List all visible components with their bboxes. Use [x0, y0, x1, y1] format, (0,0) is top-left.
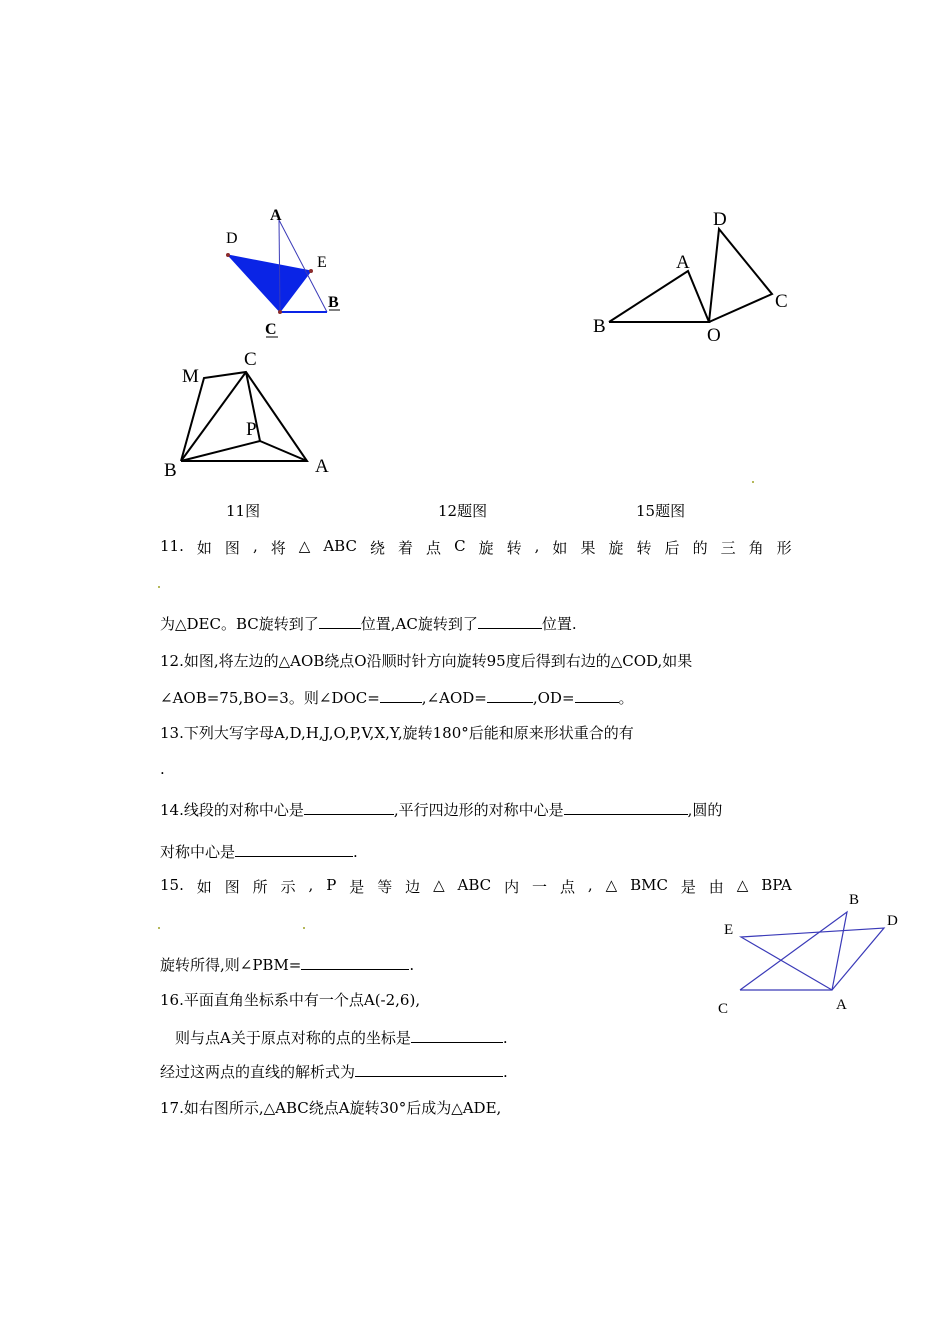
- point-c: [278, 310, 282, 314]
- answer-blank[interactable]: [301, 955, 409, 970]
- question-15-line-1: 15. 如 图 所 示 , P 是 等 边 △ ABC 内 一 点 , △ BMC 是 由 △ BPA: [160, 876, 792, 896]
- figure-12: [585, 200, 795, 350]
- triangle-abc: [740, 912, 847, 990]
- caption-figure-12: 12题图: [438, 502, 488, 520]
- question-12-line-1: 12.如图,将左边的△AOB绕点O沿顺时针方向旋转95度后得到右边的△COD,如果: [160, 652, 693, 670]
- label-b: B: [849, 892, 860, 908]
- answer-blank[interactable]: [304, 800, 394, 815]
- label-c: C: [265, 321, 277, 338]
- label-e: E: [724, 922, 734, 938]
- label-p: P: [246, 419, 257, 440]
- answer-blank[interactable]: [319, 614, 361, 629]
- label-d: D: [226, 230, 238, 247]
- label-b: B: [593, 316, 606, 337]
- label-a: A: [270, 207, 282, 224]
- question-16-line-2: 则与点A关于原点对称的点的坐标是 .: [175, 1029, 508, 1047]
- label-c: C: [718, 1001, 729, 1017]
- stray-dot: [752, 481, 754, 483]
- stray-dot: [158, 586, 160, 588]
- label-a: A: [676, 252, 690, 273]
- triangle-dec-filled: [228, 255, 311, 312]
- label-d: D: [887, 913, 898, 929]
- question-13-line-1: 13.下列大写字母A,D,H,J,O,P,V,X,Y,旋转180°后能和原来形状重合的有: [160, 724, 634, 742]
- label-m: M: [182, 366, 199, 387]
- question-15-line-2: 旋转所得,则∠PBM= .: [160, 956, 415, 974]
- label-o: O: [707, 325, 721, 346]
- question-14-line-2: 对称中心是 .: [160, 843, 358, 861]
- label-b: B: [328, 294, 339, 311]
- answer-blank[interactable]: [478, 614, 542, 629]
- label-a: A: [836, 997, 847, 1013]
- answer-blank[interactable]: [380, 688, 422, 703]
- stray-dot: [158, 927, 160, 929]
- label-c: C: [775, 291, 788, 312]
- label-c: C: [244, 349, 257, 370]
- answer-blank[interactable]: [355, 1062, 503, 1077]
- figure-11: [215, 200, 355, 345]
- question-14-line-1: 14.线段的对称中心是 ,平行四边形的对称中心是 ,圆的: [160, 801, 723, 819]
- question-17-line-1: 17.如右图所示,△ABC绕点A旋转30°后成为△ADE,: [160, 1099, 502, 1117]
- label-b: B: [164, 460, 177, 481]
- caption-figure-11: 11图: [226, 502, 261, 520]
- question-11-line-1: 11. 如 图 , 将 △ ABC 绕 着 点 C 旋 转 , 如 果 旋 转 后 的 三 角 形: [160, 537, 792, 557]
- figure-17: [715, 885, 910, 1015]
- answer-blank[interactable]: [564, 800, 688, 815]
- question-13-line-2: .: [160, 760, 165, 778]
- point-e: [309, 269, 313, 273]
- question-16-line-1: 16.平面直角坐标系中有一个点A(-2,6),: [160, 991, 421, 1009]
- question-11-line-2: 为△DEC。BC旋转到了 位置,AC旋转到了 位置.: [160, 615, 577, 633]
- triangle-cod: [709, 229, 772, 322]
- point-d: [226, 253, 230, 257]
- answer-blank[interactable]: [487, 688, 533, 703]
- triangle-aob: [609, 271, 709, 322]
- caption-figure-15: 15题图: [636, 502, 686, 520]
- label-d: D: [713, 209, 727, 230]
- outline-bmca: [181, 372, 307, 461]
- stray-dot: [303, 927, 305, 929]
- figure-15: [160, 340, 340, 485]
- label-a: A: [315, 456, 329, 477]
- question-12-line-2: ∠AOB=75,BO=3。则∠DOC= ,∠AOD= ,OD= 。: [160, 689, 634, 707]
- label-e: E: [317, 254, 327, 271]
- question-16-line-3: 经过这两点的直线的解析式为 .: [160, 1063, 508, 1081]
- answer-blank[interactable]: [411, 1028, 503, 1043]
- answer-blank[interactable]: [575, 688, 619, 703]
- answer-blank[interactable]: [235, 842, 353, 857]
